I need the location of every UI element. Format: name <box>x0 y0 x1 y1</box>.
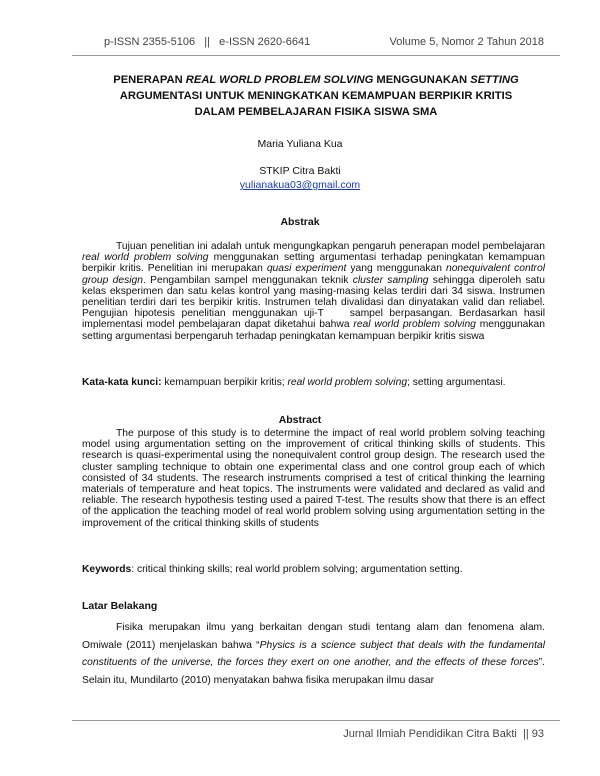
abstract-paragraph: The purpose of this study is to determine the impact of real world problem solving teaching model using argumentation setting on the improvement of critical thinking skills of students. This research is quasi-experimental using the nonequivalent control group design. The research used the cluster sampling technique to obtain one experimental class and one control group each of which consisted of 34 students. The research instruments comprised a test of critical thinking the learning materials of temperature and heat topics. The instruments were validated and declared as valid and reliable. The research hypothesis testing used a paired T-test. The results show that there is an effect of the application the teaching model of real world problem solving using argumentation setting in the improvement of the critical thinking skills of students <box>82 428 545 529</box>
article-title <box>88 72 544 120</box>
latar-belakang-heading: Latar Belakang <box>82 600 158 612</box>
title-line-1: PENERAPAN REAL WORLD PROBLEM SOLVING MENGGUNAKAN SETTING <box>113 74 519 86</box>
running-header <box>104 36 544 50</box>
keywords-line: Keywords: critical thinking skills; real world problem solving; argumentation setting. <box>82 564 463 575</box>
kata-kunci-line: Kata-kata kunci: kemampuan berpikir kritis; real world problem solving; setting argumentasi. <box>82 377 506 388</box>
abstrak-heading: Abstrak <box>280 216 320 228</box>
author-name: Maria Yuliana Kua <box>257 138 343 150</box>
title-line-3: DALAM PEMBELAJARAN FISIKA SISWA SMA <box>194 106 438 118</box>
author-email-link[interactable]: yulianakua03@gmail.com <box>239 179 361 191</box>
volume-text: Volume 5, Nomor 2 Tahun 2018 <box>389 36 544 48</box>
abstrak-paragraph: Tujuan penelitian ini adalah untuk mengungkapkan pengaruh penerapan model pembelajaran real world problem solving menggunakan setting argumentasi terhadap peningkatan kemampuan berpikir kritis. Penelitian ini merupakan quasi experiment yang menggunakan nonequivalent control group design. Pengambilan sampel menggunakan teknik cluster sampling sehingga diperoleh satu kelas eksperimen dan satu kelas kontrol yang masing-masing kelas terdiri dari 34 siswa. Instrumen penelitian terdiri dari tes berpikir kritis. Instrumen telah divalidasi dan dinyatakan valid dan reliabel. Pengujian hipotesis penelitian menggunakan uji-T sampel berpasangan. Berdasarkan hasil implementasi model pembelajaran dapat diketahui bahwa real world problem solving menggunakan setting argumentasi berpengaruh terhadap peningkatan kemampuan berpikir kritis siswa <box>82 241 548 342</box>
abstract-heading: Abstract <box>278 414 322 426</box>
author-affiliation: STKIP Citra Bakti <box>259 165 341 177</box>
footer-divider <box>72 720 560 721</box>
running-footer: Jurnal Ilmiah Pendidikan Citra Bakti || 93 <box>343 728 544 740</box>
issn-text: p-ISSN 2355-5106 || e-ISSN 2620-6641 <box>104 36 311 48</box>
latar-belakang-paragraph: Fisika merupakan ilmu yang berkaitan dengan studi tentang alam dan fenomena alam. Omiwale (2011) menjelaskan bahwa “Physics is a science subject that deals with the fundamental constituents of the universe, the forces they exert on one another, and the effects of these forces”. Selain itu, Mundilarto (2010) menyatakan bahwa fisika merupakan ilmu dasar <box>82 622 546 686</box>
header-divider <box>72 55 560 56</box>
title-line-2: ARGUMENTASI UNTUK MENINGKATKAN KEMAMPUAN BERPIKIR KRITIS <box>119 90 513 102</box>
